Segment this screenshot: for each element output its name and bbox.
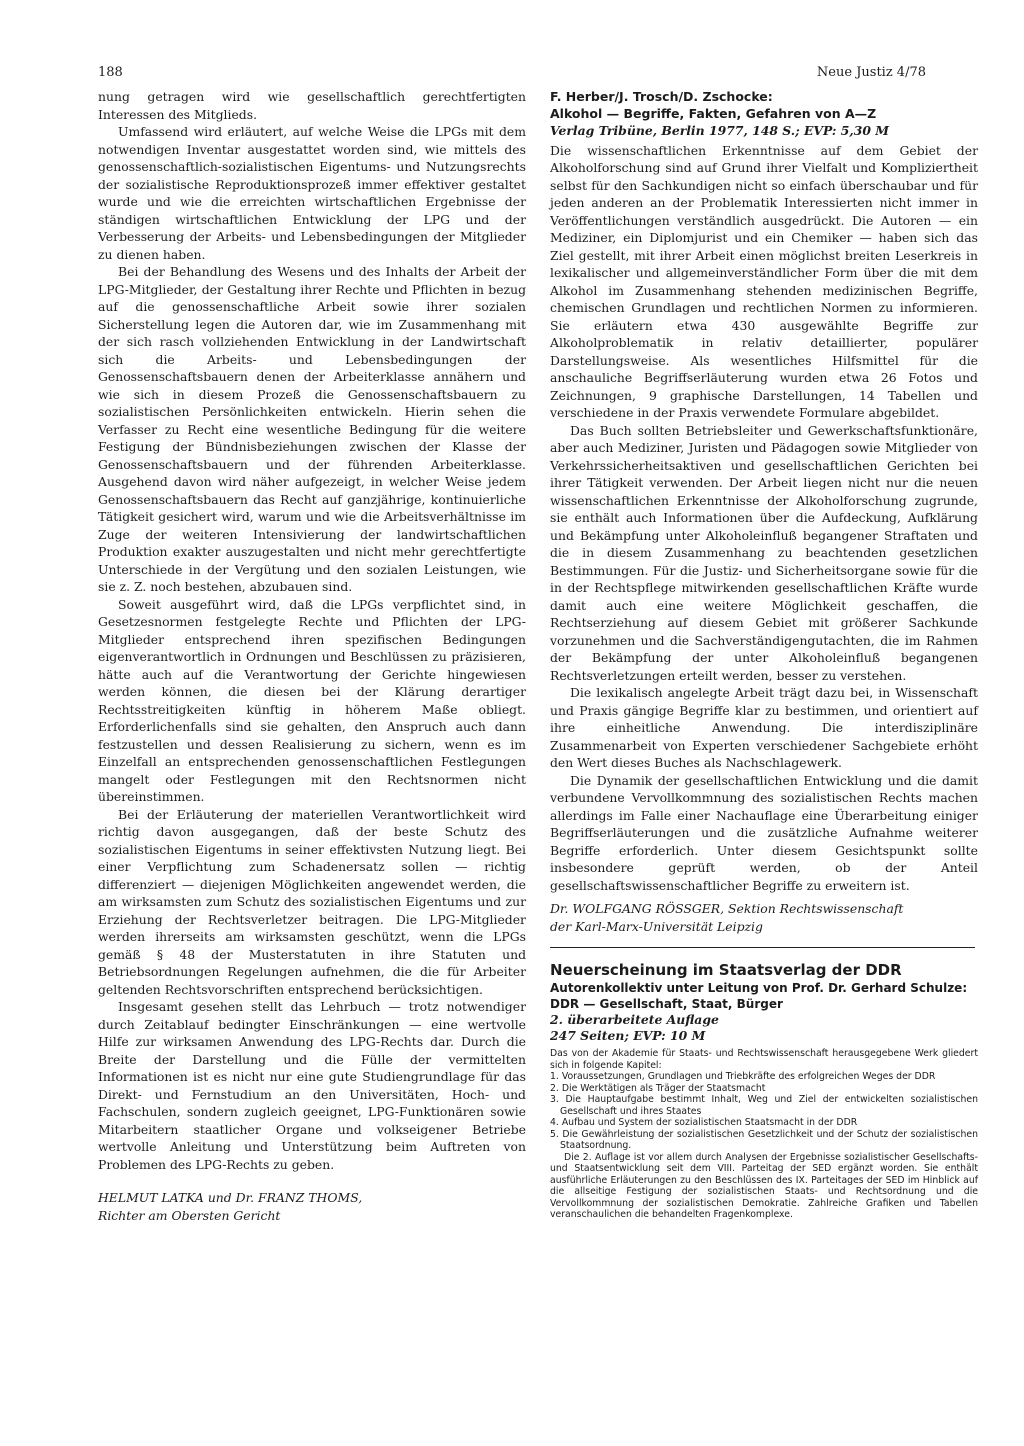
signature-authors: HELMUT LATKA und Dr. FRANZ THOMS, [98,1190,363,1205]
announcement-closing: Die 2. Auflage ist vor allem durch Analysen der Ergebnisse sozialistischer Gesellschafts- und Staatsentwicklung seit dem VIII. Parteitag der SED ergänzt worden. Sie enthält ausführliche Erläuterungen zu den Beschlüssen des IX. Parteitages der SED im Hinblick auf die allseitige Festigung der sozialistischen Staats- und Rechtsordnung und die Vervollkommnung der sozialistischen Demokratie. Zahlreiche Grafiken und Tabellen veranschaulichen die behandelten Fragenkomplexe. [550,1151,978,1220]
paragraph: Das Buch sollten Betriebsleiter und Gewerkschaftsfunktionäre, aber auch Mediziner, Juristen und Pädagogen sowie Mitglieder von Verkehrssicherheitsaktiven und gesellschaftlichen Gerichten bei ihrer Tätigkeit verwenden. Der Arbeit liegen nicht nur die neuen wissenschaftlichen Erkenntnisse der Alkoholforschung zugrunde, sie enthält auch Informationen über die Aufdeckung, Aufklärung und Bekämpfung unter Alkoholeinfluß begangener Straftaten und die in diesem Zusammenhang zu beachtenden gesetzlichen Bestimmungen. Für die Justiz- und Sicherheitsorgane sowie für die in der Rechtspflege mitwirkenden gesellschaftlichen Kräfte wurde damit auch eine weitere Möglichkeit geschaffen, die Rechtserziehung auf diesem Gebiet mit größerer Sachkunde vorzunehmen und die Sachverständigengutachten, die im Rahmen der Bekämpfung der unter Alkoholeinfluß begangenen Rechtsverletzungen erteilt werden, besser zu verstehen. [550,422,978,683]
review-signature [550,900,978,935]
review-signature [98,1189,526,1224]
paragraph: Umfassend wird erläutert, auf welche Weise die LPGs mit dem notwendigen Inventar ausgestattet worden sind, wie mittels des genossenschaftlich-sozialistischen Eigentums- und Nutzungsrechts der sozialistische Reproduktionsprozeß immer effektiver gestaltet wurde und wie die erreichten wirtschaftlichen Ergebnisse der ständigen wirtschaftlichen Entwicklung der LPG und der Verbesserung der Arbeits- und Lebensbedingungen der Mitglieder zu dienen haben. [98,124,526,262]
chapter-list [550,1071,978,1152]
page-header [98,64,926,82]
paragraph: Bei der Erläuterung der materiellen Verantwortlichkeit wird richtig davon ausgegangen, daß der beste Schutz des sozialistischen Eigentums in seiner effektivsten Nutzung liegt. Bei einer Verpflichtung zum Schadenersatz sollen — richtig differenziert — diejenigen Möglichkeiten angewendet werden, die am wirksamsten zum Schutz des sozialistischen Eigentums und zur Erziehung der Rechtsverletzer beitragen. Die LPG-Mitglieder werden ihrerseits am wirksamsten geschützt, wenn die LPGs gemäß § 48 der Musterstatuten in ihre Statuten und Betriebsordnungen Regelungen aufnehmen, die die für Arbeiter geltenden Rechtsvorschriften entsprechend berücksichtigen. [98,806,526,997]
chapter-item: 4. Aufbau und System der sozialistischen Staatsmacht in der DDR [550,1117,858,1128]
announcement-box [550,960,978,1221]
signature-affiliation: der Karl-Marx-Universität Leipzig [550,918,763,934]
paragraph: Insgesamt gesehen stellt das Lehrbuch — trotz notwendiger durch Zeitablauf bedingter Einschränkungen — eine wertvolle Hilfe zur wirksamen Anwendung des LPG-Rechts dar. Durch die Breite der Darstellung und die Fülle der vermittelten Informationen ist es nicht nur eine gute Studiengrundlage für das Direkt- und Fernstudium an den Universitäten, Hoch- und Fachschulen, sondern zugleich geeignet, LPG-Funktionären sowie Mitarbeitern staatlicher Organe und volkseigener Betriebe wertvolle Anleitung und Unterstützung beim Auftreten von Problemen des LPG-Rechts zu geben. [98,999,526,1172]
left-column [98,88,526,1224]
chapter-item: 5. Die Gewährleistung der sozialistischen Gesetzlichkeit und der Schutz der sozialistischen Staatsordnung. [550,1128,978,1151]
paragraph: Soweit ausgeführt wird, daß die LPGs verpflichtet sind, in Gesetzesnormen festgelegte Rechte und Pflichten der LPG-Mitglieder entsprechend ihren spezifischen Bedingungen eigenverantwortlich in Ordnungen und Beschlüssen zu präzisieren, hätte auch auf die Verantwortung der Gerichte hingewiesen werden können, die diesen bei der Klärung derartiger Rechtsstreitigkeiten künftig in höherem Maße obliegt. Erforderlichenfalls sind sie gehalten, den Anspruch auch dann festzustellen und dessen Realisierung zu sichern, wenn es im Einzelfall an entsprechenden genossenschaftlichen Festlegungen mangelt oder Festlegungen mit den Rechtsnormen nicht übereinstimmen. [98,596,526,804]
right-column [550,88,978,1221]
paragraph: Bei der Behandlung des Wesens und des Inhalts der Arbeit der LPG-Mitglieder, der Gestaltung ihrer Rechte und Pflichten in bezug auf die genossenschaftliche Arbeit sowie ihrer sozialen Sicherstellung legen die Autoren dar, wie im Zusammenhang mit der sich rasch vollziehenden Entwicklung in der Landwirtschaft sich die Arbeits- und Lebensbedingungen der Genossenschaftsbauern denen der Arbeiterklasse annähern und wie sich in diesem Prozeß die Genossenschaftsbauern zu sozialistischen Persönlichkeiten entwickeln. Hierin sehen die Verfasser zu Recht eine wesentliche Bedingung für die weitere Festigung der Bündnisbeziehungen zwischen der Klasse der Genossenschaftsbauern und der führenden Arbeiterklasse. Ausgehend davon wird näher aufgezeigt, in welcher Weise jedem Genossenschaftsbauern das Recht auf ganzjährige, kontinuierliche Tätigkeit gesichert wird, warum und wie die Arbeitsverhältnisse im Zuge der weiteren Intensivierung der landwirtschaftlichen Produktion exakter auszugestalten und nicht mehr gerechtfertigte Unterschiede in der Vergütung und den sozialen Leistungen, wie sie z. Z. noch bestehen, abzubauen sind. [98,264,526,594]
chapter-item: 3. Die Hauptaufgabe bestimmt Inhalt, Weg und Ziel der entwickelten sozialistischen Gesellschaft und ihres Staates [550,1094,978,1117]
announcement-intro: Das von der Akademie für Staats- und Rechtswissenschaft herausgegebene Werk gliedert sich in folgende Kapitel: [550,1048,978,1071]
paragraph: nung getragen wird wie gesellschaftlich gerechtfertigten Interessen des Mitglieds. [98,89,526,122]
book-authors: F. Herber/J. Trosch/D. Zschocke: [550,89,773,104]
book-title: Alkohol — Begriffe, Fakten, Gefahren von A—Z [550,106,877,121]
announcement-book-title: DDR — Gesellschaft, Staat, Bürger [550,997,783,1011]
book-publisher: Verlag Tribüne, Berlin 1977, 148 S.; EVP: 5,30 M [550,123,889,138]
announcement-edition: 2. überarbeitete Auflage [550,1012,719,1027]
announcement-title: Neuerscheinung im Staatsverlag der DDR [550,961,902,979]
announcement-body [550,1048,978,1221]
chapter-item: 2. Die Werktätigen als Träger der Staatsmacht [550,1082,766,1094]
signature-authors: Dr. WOLFGANG RÖSSGER, Sektion Rechtswissenschaft [550,901,904,916]
paragraph: Die wissenschaftlichen Erkenntnisse auf dem Gebiet der Alkoholforschung sind auf Grund ihrer Vielfalt und Kompliziertheit selbst für den Sachkundigen nicht so einfach überschaubar und für jeden anderen an der Problematik Interessierten nicht immer in Veröffentlichungen verständlich ausgedrückt. Die Autoren — ein Mediziner, ein Diplomjurist und ein Chemiker — haben sich das Ziel gestellt, mit ihrer Arbeit einen möglichst breiten Leserkreis in lexikalischer und allgemeinverständlicher Form über die mit dem Alkohol im Zusammenhang stehenden medizinischen Begriffe, chemischen Grundlagen und rechtlichen Normen zu informieren. Sie erläutern etwa 430 ausgewählte Begriffe zur Alkoholproblematik in relativ detaillierter, populärer Darstellungsweise. Als wesentliches Hilfsmittel für die anschauliche Begriffserläuterung wurden etwa 26 Fotos und Zeichnungen, 9 graphische Darstellungen, 14 Tabellen und verschiedene in der Praxis verwendete Formulare abgebildet. [550,142,978,420]
paragraph: Die lexikalisch angelegte Arbeit trägt dazu bei, in Wissenschaft und Praxis gängige Begriffe klar zu bestimmen, und orientiert auf ihre einheitliche Anwendung. Die interdisziplinäre Zusammenarbeit von Experten verschiedener Sachgebiete erhöht den Wert dieses Buches als Nachschlagewerk. [550,685,978,770]
paragraph: Die Dynamik der gesellschaftlichen Entwicklung und die damit verbundene Vervollkommnung des sozialistischen Rechts machen allerdings im Falle einer Nachauflage eine Überarbeitung einiger Begriffserläuterungen und die zusätzliche Aufnahme weiterer Begriffe erforderlich. Unter diesem Gesichtspunkt sollte insbesondere geprüft werden, ob der Anteil gesellschaftswissenschaftlicher Begriffe zu erweitern ist. [550,772,978,893]
signature-affiliation: Richter am Obersten Gericht [98,1207,281,1223]
announcement-subtitle: Autorenkollektiv unter Leitung von Prof. Dr. Gerhard Schulze: [550,981,968,995]
section-divider [550,947,975,948]
page-number: 188 [98,65,123,80]
announcement-price: 247 Seiten; EVP: 10 M [550,1028,706,1043]
chapter-item: 1. Voraussetzungen, Grundlagen und Triebkräfte des erfolgreichen Weges der DDR [550,1071,936,1082]
journal-issue: Neue Justiz 4/78 [816,65,926,80]
